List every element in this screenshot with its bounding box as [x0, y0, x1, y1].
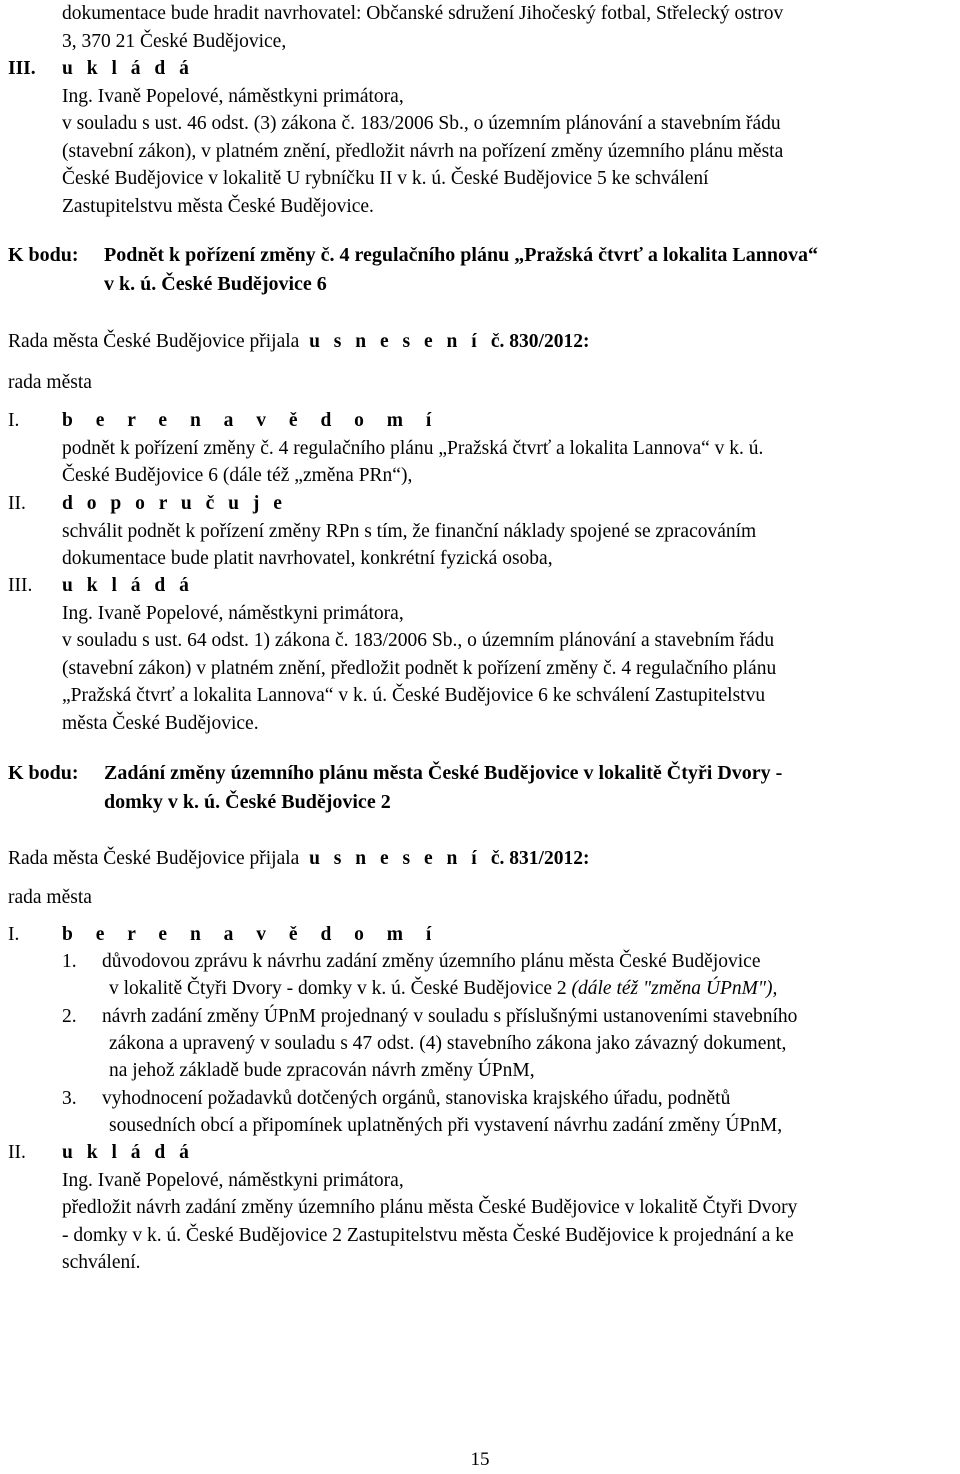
resolution-prefix: Rada města České Budějovice přijala — [8, 331, 300, 352]
text-line: (stavební zákon) v platném znění, předložit podnět k pořízení změny č. 4 regulačního plánu — [62, 657, 777, 679]
text-line: České Budějovice v lokalitě U rybníčku II v k. ú. České Budějovice 5 ke schválení — [62, 168, 709, 189]
council-label: rada města — [8, 372, 92, 393]
text-line: Zastupitelstvu města České Budějovice. — [62, 195, 374, 217]
point-block — [62, 921, 952, 949]
heading-title: v k. ú. České Budějovice 6 — [104, 273, 327, 295]
roman-numeral: III. — [8, 58, 36, 79]
list-number: 1. — [62, 951, 77, 972]
text-line: města České Budějovice. — [62, 712, 259, 734]
heading-label: K bodu: — [8, 244, 79, 266]
resolution-prefix: Rada města České Budějovice přijala — [8, 848, 300, 869]
resolution-keyword: u s n e s e n í — [309, 848, 482, 869]
text-line: 3, 370 21 České Budějovice, — [62, 30, 287, 52]
resolution-verb: b e r e n a v ě d o m í — [62, 410, 441, 431]
resolution-number: č. 830/2012: — [490, 331, 590, 352]
heading-title: Podnět k pořízení změny č. 4 regulačního plánu „Pražská čtvrť a lokalita Lannova“ — [104, 244, 818, 266]
council-label: rada města — [8, 887, 92, 908]
resolution-verb: u k l á d á — [62, 575, 194, 596]
list-item-text: na jehož základě bude zpracován návrh změny ÚPnM, — [109, 1060, 535, 1081]
point-block — [62, 490, 952, 573]
resolution-line — [8, 328, 589, 356]
roman-numeral: II. — [8, 493, 26, 514]
list-item-text: v lokalitě Čtyři Dvory - domky v k. ú. České Budějovice 2 (dále též "změna ÚPnM"), — [109, 978, 778, 999]
text-line: Ing. Ivaně Popelové, náměstkyni primátora, — [62, 85, 404, 107]
list-item-text: důvodovou zprávu k návrhu zadání změny územního plánu města České Budějovice — [102, 951, 761, 972]
text-line: „Pražská čtvrť a lokalita Lannova“ v k. ú. České Budějovice 6 ke schválení Zastupitelstvu — [62, 685, 766, 706]
text-line: dokumentace bude platit navrhovatel, konkrétní fyzická osoba, — [62, 548, 553, 569]
text-line: České Budějovice 6 (dále též „změna PRn“), — [62, 465, 413, 486]
page-number: 15 — [470, 1449, 490, 1470]
text-line: dokumentace bude hradit navrhovatel: Občanské sdružení Jihočeský fotbal, Střelecký ostrov — [62, 3, 784, 24]
top-block — [62, 0, 952, 55]
list-item-text: zákona a upravený v souladu s 47 odst. (4) stavebního zákona jako závazný dokument, — [109, 1033, 787, 1054]
list-number: 3. — [62, 1088, 77, 1109]
heading-label: K bodu: — [8, 762, 79, 784]
resolution-verb: u k l á d á — [62, 1142, 194, 1163]
roman-numeral: I. — [8, 410, 20, 431]
resolution-line — [8, 845, 589, 873]
text-line: schválení. — [62, 1252, 141, 1273]
roman-numeral: II. — [8, 1142, 26, 1163]
italic-note: (dále též "změna ÚPnM"), — [571, 978, 778, 999]
resolution-number: č. 831/2012: — [490, 848, 590, 869]
list-number: 2. — [62, 1006, 77, 1027]
resolution-verb: d o p o r u č u j e — [62, 493, 287, 514]
text-line: Ing. Ivaně Popelové, náměstkyni primátora, — [62, 602, 404, 624]
roman-numeral: III. — [8, 575, 33, 596]
heading-title: domky v k. ú. České Budějovice 2 — [104, 791, 391, 813]
resolution-keyword: u s n e s e n í — [309, 331, 482, 352]
list-item-text: vyhodnocení požadavků dotčených orgánů, stanoviska krajského úřadu, podnětů — [102, 1088, 731, 1109]
resolution-verb: b e r e n a v ě d o m í — [62, 924, 441, 945]
text-line: (stavební zákon), v platném znění, předložit návrh na pořízení změny územního plánu města — [62, 140, 784, 162]
text-line: v souladu s ust. 64 odst. 1) zákona č. 183/2006 Sb., o územním plánování a stavebním řádu — [62, 630, 775, 651]
text-line: schválit podnět k pořízení změny RPn s tím, že finanční náklady spojené se zpracováním — [62, 520, 757, 542]
resolution-verb: u k l á d á — [62, 58, 194, 79]
point-block — [62, 1139, 952, 1277]
point-block — [62, 407, 952, 490]
list-item-text: sousedních obcí a připomínek uplatněných při vystavení návrhu zadání změny ÚPnM, — [109, 1115, 783, 1136]
point-block — [62, 572, 952, 737]
text-line: Ing. Ivaně Popelové, náměstkyni primátora, — [62, 1169, 404, 1191]
top-block-2 — [62, 55, 952, 220]
text-line: - domky v k. ú. České Budějovice 2 Zastupitelstvu města České Budějovice k projednání a ke — [62, 1224, 794, 1246]
heading-title: Zadání změny územního plánu města České Budějovice v lokalitě Čtyři Dvory - — [104, 762, 783, 784]
text-line: v souladu s ust. 46 odst. (3) zákona č. 183/2006 Sb., o územním plánování a stavebním řádu — [62, 113, 781, 134]
roman-numeral: I. — [8, 924, 20, 945]
text-line: předložit návrh zadání změny územního plánu města České Budějovice v lokalitě Čtyři Dvory — [62, 1197, 798, 1218]
list-item-text: návrh zadání změny ÚPnM projednaný v souladu s příslušnými ustanoveními stavebního — [102, 1006, 798, 1027]
text-line: podnět k pořízení změny č. 4 regulačního plánu „Pražská čtvrť a lokalita Lannova“ v k. ú. — [62, 437, 764, 459]
